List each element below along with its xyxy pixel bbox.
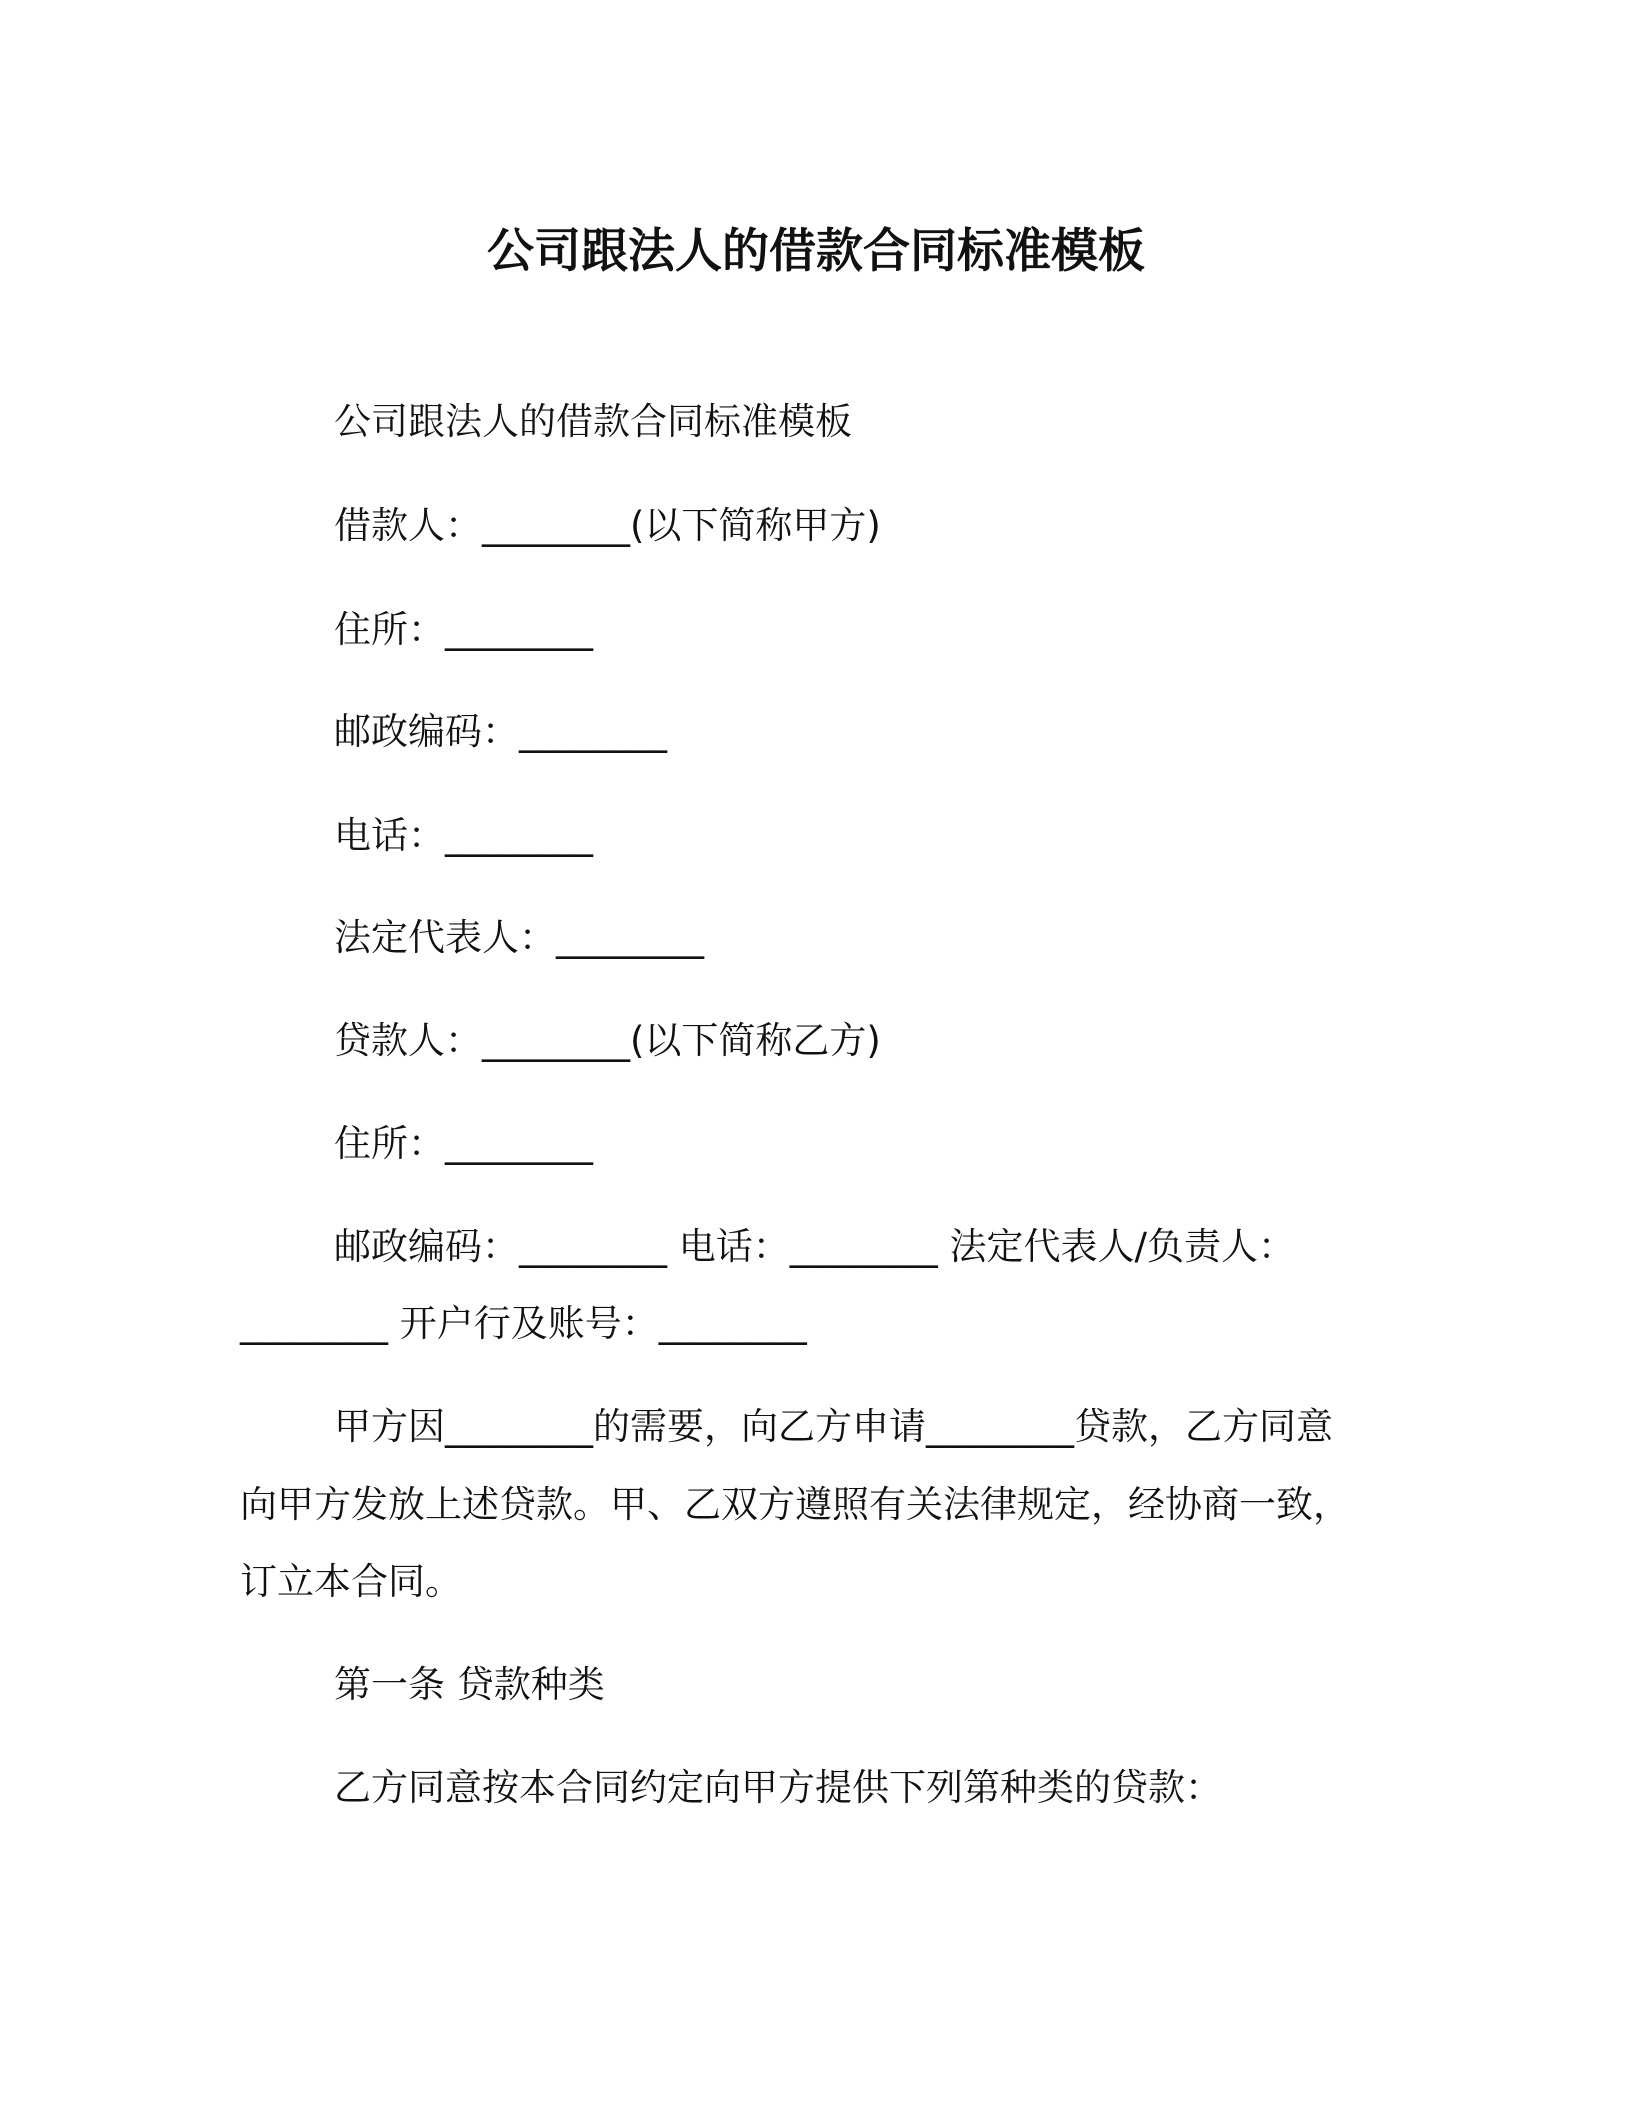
article-one-body: 乙方同意按本合同约定向甲方提供下列第种类的贷款： [334,1766,1222,1809]
preamble-line-2: 向甲方发放上述贷款。甲、乙双方遵照有关法律规定，经协商一致， [240,1483,1350,1526]
lender-contact-line: 邮政编码：________ 电话：________ 法定代表人/负责人： [334,1225,1295,1268]
lender-line: 贷款人：________(以下简称乙方) [334,1019,881,1062]
article-one-heading: 第一条 贷款种类 [334,1663,605,1706]
preamble-line-3: 订立本合同。 [240,1560,462,1603]
legal-representative-line: 法定代表人：________ [334,916,704,959]
preamble-line-1: 甲方因________的需要，向乙方申请________贷款，乙方同意 [334,1405,1333,1448]
lender-bank-line: ________ 开户行及账号：________ [240,1302,807,1345]
subtitle-line: 公司跟法人的借款合同标准模板 [334,400,852,443]
borrower-phone-line: 电话：________ [334,814,593,857]
borrower-postcode-line: 邮政编码：________ [334,710,667,753]
borrower-line: 借款人：________(以下简称甲方) [334,504,881,547]
document-title: 公司跟法人的借款合同标准模板 [487,224,1145,279]
borrower-address-line: 住所：________ [334,608,593,651]
lender-address-line: 住所：________ [334,1122,593,1165]
